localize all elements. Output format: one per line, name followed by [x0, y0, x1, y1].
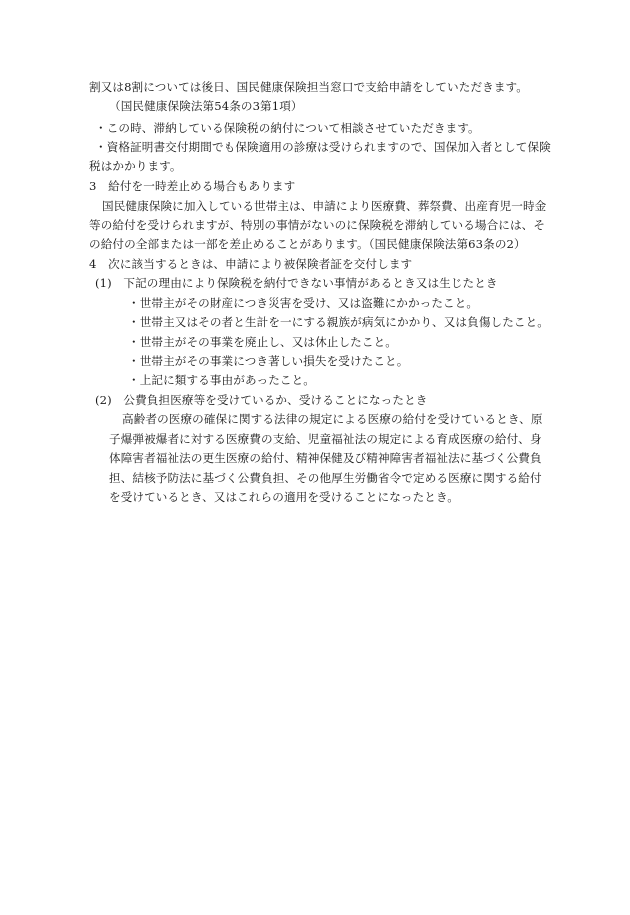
section-3-paragraph-line-3: の給付の全部または一部を差止めることがあります。（国民健康保険法第63条の2）: [89, 237, 526, 251]
section-4-heading: 4 次に該当するときは、申請により被保険者証を交付します: [89, 257, 413, 271]
reason-item-illness: ・世帯主又はその者と生計を一にする親族が病気にかかり、又は負傷したこと。: [128, 315, 549, 329]
section-3-paragraph-line-1: 国民健康保険に加入している世帯主は、申請により医療費、葬祭費、出産育児一時金: [102, 199, 547, 213]
reason-item-disaster: ・世帯主がその財産につき災害を受け、又は盗難にかかったこと。: [128, 296, 479, 310]
continuation-line-1: 割又は8割については後日、国民健康保険担当窓口で支給申請をしていただきます。: [89, 80, 528, 94]
reason-item-business-closed: ・世帯主がその事業を廃止し、又は休止したこと。: [128, 335, 397, 349]
section-4-2-paragraph-line-5: を受けているとき、又はこれらの適用を受けることになったとき。: [109, 490, 459, 504]
section-3-paragraph-line-2: 等の給付を受けられますが、特別の事情がないのに保険税を滞納している場合には、そ: [89, 218, 546, 232]
section-3-heading: 3 給付を一時差止める場合もあります: [89, 179, 296, 193]
bullet-consultation: ・この時、滞納している保険税の納付について相談させていただきます。: [95, 121, 480, 135]
continuation-law-reference: （国民健康保険法第54条の3第1項）: [109, 99, 303, 113]
section-4-2-paragraph-line-1: 高齢者の医療の確保に関する法律の規定による医療の給付を受けているとき、原: [122, 412, 543, 426]
bullet-certificate-line-2: 税はかかります。: [89, 159, 182, 173]
reason-item-business-loss: ・世帯主がその事業につき著しい損失を受けたこと。: [128, 354, 409, 368]
reason-item-similar: ・上記に類する事由があったこと。: [128, 373, 315, 387]
bullet-certificate-line-1: ・資格証明書交付期間でも保険適用の診療は受けられますので、国保加入者として保険: [95, 140, 551, 154]
section-4-2-heading: (2) 公費負担医療等を受けているか、受けることになったとき: [95, 393, 428, 407]
section-4-2-paragraph-line-3: 体障害者福祉法の更生医療の給付、精神保健及び精神障害者福祉法に基づく公費負: [109, 451, 542, 465]
section-4-2-paragraph-line-4: 担、結核予防法に基づく公費負担、その他厚生労働省令で定める医療に関する給付: [109, 471, 542, 485]
section-4-2-paragraph-line-2: 子爆弾被爆者に対する医療費の支給、児童福祉法の規定による育成医療の給付、身: [109, 432, 542, 446]
section-4-1-heading: (1) 下記の理由により保険税を納付できない事情があるとき又は生じたとき: [95, 276, 498, 290]
